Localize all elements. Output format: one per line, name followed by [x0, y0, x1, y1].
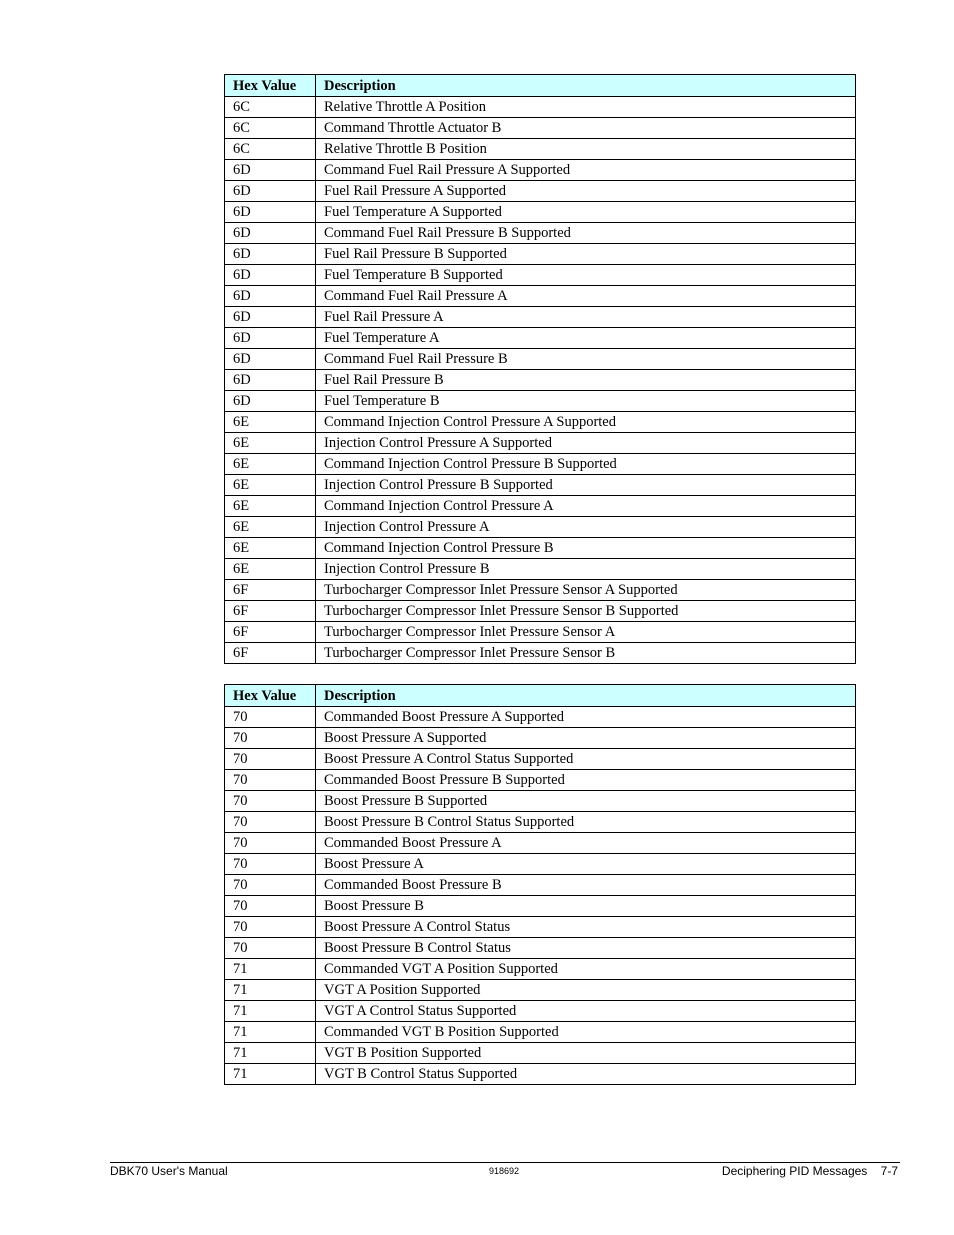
description-cell: Boost Pressure B Supported — [316, 791, 856, 812]
description-cell: Turbocharger Compressor Inlet Pressure Sensor A Supported — [316, 580, 856, 601]
description-header: Description — [316, 75, 856, 97]
description-cell: Turbocharger Compressor Inlet Pressure Sensor B — [316, 643, 856, 664]
hex-value-cell: 6D — [225, 160, 316, 181]
table-body — [225, 97, 856, 664]
table-row — [225, 286, 856, 307]
table-row — [225, 475, 856, 496]
description-cell: Fuel Rail Pressure A — [316, 307, 856, 328]
pid-table-2 — [224, 684, 856, 1085]
description-cell: Fuel Rail Pressure A Supported — [316, 181, 856, 202]
description-cell: Command Fuel Rail Pressure B Supported — [316, 223, 856, 244]
description-cell: Relative Throttle B Position — [316, 139, 856, 160]
hex-value-cell: 6F — [225, 643, 316, 664]
description-cell: Fuel Rail Pressure B — [316, 370, 856, 391]
hex-value-cell: 6E — [225, 517, 316, 538]
hex-value-cell: 6E — [225, 433, 316, 454]
hex-value-cell: 6E — [225, 475, 316, 496]
hex-value-cell: 71 — [225, 1043, 316, 1064]
description-cell: Turbocharger Compressor Inlet Pressure Sensor A — [316, 622, 856, 643]
description-cell: Injection Control Pressure B — [316, 559, 856, 580]
description-cell: Boost Pressure A Control Status Supported — [316, 749, 856, 770]
hex-value-header: Hex Value — [225, 75, 316, 97]
table-row — [225, 391, 856, 412]
hex-value-cell: 6F — [225, 580, 316, 601]
description-cell: Commanded Boost Pressure A — [316, 833, 856, 854]
description-cell: Command Throttle Actuator B — [316, 118, 856, 139]
table-body — [225, 707, 856, 1085]
description-cell: Boost Pressure B Control Status Supported — [316, 812, 856, 833]
description-cell: Injection Control Pressure A — [316, 517, 856, 538]
description-cell: VGT B Control Status Supported — [316, 1064, 856, 1085]
hex-value-cell: 6C — [225, 97, 316, 118]
hex-value-cell: 70 — [225, 896, 316, 917]
description-cell: Commanded Boost Pressure A Supported — [316, 707, 856, 728]
description-cell: Boost Pressure A Control Status — [316, 917, 856, 938]
hex-value-cell: 71 — [225, 959, 316, 980]
table-row — [225, 812, 856, 833]
hex-value-cell: 6D — [225, 286, 316, 307]
description-cell: Command Injection Control Pressure A — [316, 496, 856, 517]
hex-value-cell: 70 — [225, 770, 316, 791]
table-row — [225, 370, 856, 391]
description-cell: Fuel Rail Pressure B Supported — [316, 244, 856, 265]
hex-value-cell: 6F — [225, 622, 316, 643]
table-row — [225, 875, 856, 896]
hex-value-cell: 6E — [225, 538, 316, 559]
description-cell: Boost Pressure A — [316, 854, 856, 875]
hex-value-cell: 6D — [225, 391, 316, 412]
hex-value-cell: 6D — [225, 328, 316, 349]
table-row — [225, 1001, 856, 1022]
description-cell: Commanded VGT A Position Supported — [316, 959, 856, 980]
hex-value-cell: 70 — [225, 854, 316, 875]
description-cell: Injection Control Pressure B Supported — [316, 475, 856, 496]
description-cell: Boost Pressure B — [316, 896, 856, 917]
footer-section-page: Deciphering PID Messages 7-7 — [721, 1164, 898, 1178]
hex-value-cell: 6E — [225, 412, 316, 433]
table-header-row — [225, 75, 856, 97]
table-row — [225, 728, 856, 749]
table-row — [225, 959, 856, 980]
hex-value-cell: 70 — [225, 938, 316, 959]
hex-value-cell: 71 — [225, 980, 316, 1001]
description-cell: Commanded VGT B Position Supported — [316, 1022, 856, 1043]
table-row — [225, 349, 856, 370]
hex-value-cell: 6F — [225, 601, 316, 622]
hex-value-cell: 6D — [225, 307, 316, 328]
table-row — [225, 601, 856, 622]
table-row — [225, 118, 856, 139]
hex-value-cell: 6E — [225, 559, 316, 580]
table-row — [225, 454, 856, 475]
description-cell: Fuel Temperature B Supported — [316, 265, 856, 286]
description-cell: Boost Pressure A Supported — [316, 728, 856, 749]
description-cell: Command Fuel Rail Pressure A — [316, 286, 856, 307]
table-row — [225, 833, 856, 854]
table-row — [225, 223, 856, 244]
hex-value-cell: 70 — [225, 707, 316, 728]
table-row — [225, 328, 856, 349]
hex-value-header: Hex Value — [225, 685, 316, 707]
hex-value-cell: 71 — [225, 1001, 316, 1022]
table-row — [225, 202, 856, 223]
description-cell: Command Fuel Rail Pressure B — [316, 349, 856, 370]
description-cell: VGT B Position Supported — [316, 1043, 856, 1064]
hex-value-cell: 71 — [225, 1022, 316, 1043]
description-cell: Command Injection Control Pressure B — [316, 538, 856, 559]
pid-table-1 — [224, 74, 856, 664]
description-cell: Injection Control Pressure A Supported — [316, 433, 856, 454]
table-row — [225, 412, 856, 433]
hex-value-cell: 6E — [225, 496, 316, 517]
description-cell: Command Fuel Rail Pressure A Supported — [316, 160, 856, 181]
footer-document-number: 918692 — [489, 1166, 520, 1176]
table-row — [225, 160, 856, 181]
hex-value-cell: 6D — [225, 370, 316, 391]
description-cell: Fuel Temperature A — [316, 328, 856, 349]
table-row — [225, 980, 856, 1001]
table-row — [225, 496, 856, 517]
hex-value-cell: 70 — [225, 875, 316, 896]
hex-value-cell: 6D — [225, 244, 316, 265]
footer-manual-title: DBK70 User's Manual — [110, 1164, 228, 1178]
table-row — [225, 938, 856, 959]
table-row — [225, 181, 856, 202]
hex-value-cell: 6C — [225, 118, 316, 139]
description-cell: Command Injection Control Pressure A Supported — [316, 412, 856, 433]
table-row — [225, 97, 856, 118]
hex-value-cell: 70 — [225, 728, 316, 749]
hex-value-cell: 71 — [225, 1064, 316, 1085]
description-cell: Commanded Boost Pressure B — [316, 875, 856, 896]
description-cell: Fuel Temperature A Supported — [316, 202, 856, 223]
description-cell: Relative Throttle A Position — [316, 97, 856, 118]
table-row — [225, 896, 856, 917]
table-row — [225, 580, 856, 601]
hex-value-cell: 6D — [225, 181, 316, 202]
table-row — [225, 643, 856, 664]
description-cell: Boost Pressure B Control Status — [316, 938, 856, 959]
description-header: Description — [316, 685, 856, 707]
table-row — [225, 559, 856, 580]
table-row — [225, 139, 856, 160]
table-row — [225, 265, 856, 286]
description-cell: Fuel Temperature B — [316, 391, 856, 412]
hex-value-cell: 70 — [225, 812, 316, 833]
hex-value-cell: 6D — [225, 202, 316, 223]
table-row — [225, 791, 856, 812]
hex-value-cell: 6D — [225, 223, 316, 244]
table-row — [225, 707, 856, 728]
table-row — [225, 1022, 856, 1043]
description-cell: Command Injection Control Pressure B Supported — [316, 454, 856, 475]
table-row — [225, 244, 856, 265]
hex-value-cell: 6E — [225, 454, 316, 475]
table-row — [225, 622, 856, 643]
description-cell: Turbocharger Compressor Inlet Pressure Sensor B Supported — [316, 601, 856, 622]
table-row — [225, 433, 856, 454]
table-header-row — [225, 685, 856, 707]
table-row — [225, 854, 856, 875]
page-footer — [110, 1162, 900, 1183]
table-row — [225, 538, 856, 559]
table-row — [225, 517, 856, 538]
table-row — [225, 1064, 856, 1085]
description-cell: Commanded Boost Pressure B Supported — [316, 770, 856, 791]
table-row — [225, 770, 856, 791]
table-row — [225, 1043, 856, 1064]
table-row — [225, 307, 856, 328]
table-row — [225, 749, 856, 770]
hex-value-cell: 70 — [225, 749, 316, 770]
hex-value-cell: 6D — [225, 349, 316, 370]
hex-value-cell: 6D — [225, 265, 316, 286]
hex-value-cell: 70 — [225, 833, 316, 854]
hex-value-cell: 70 — [225, 791, 316, 812]
hex-value-cell: 70 — [225, 917, 316, 938]
description-cell: VGT A Position Supported — [316, 980, 856, 1001]
hex-value-cell: 6C — [225, 139, 316, 160]
description-cell: VGT A Control Status Supported — [316, 1001, 856, 1022]
table-row — [225, 917, 856, 938]
